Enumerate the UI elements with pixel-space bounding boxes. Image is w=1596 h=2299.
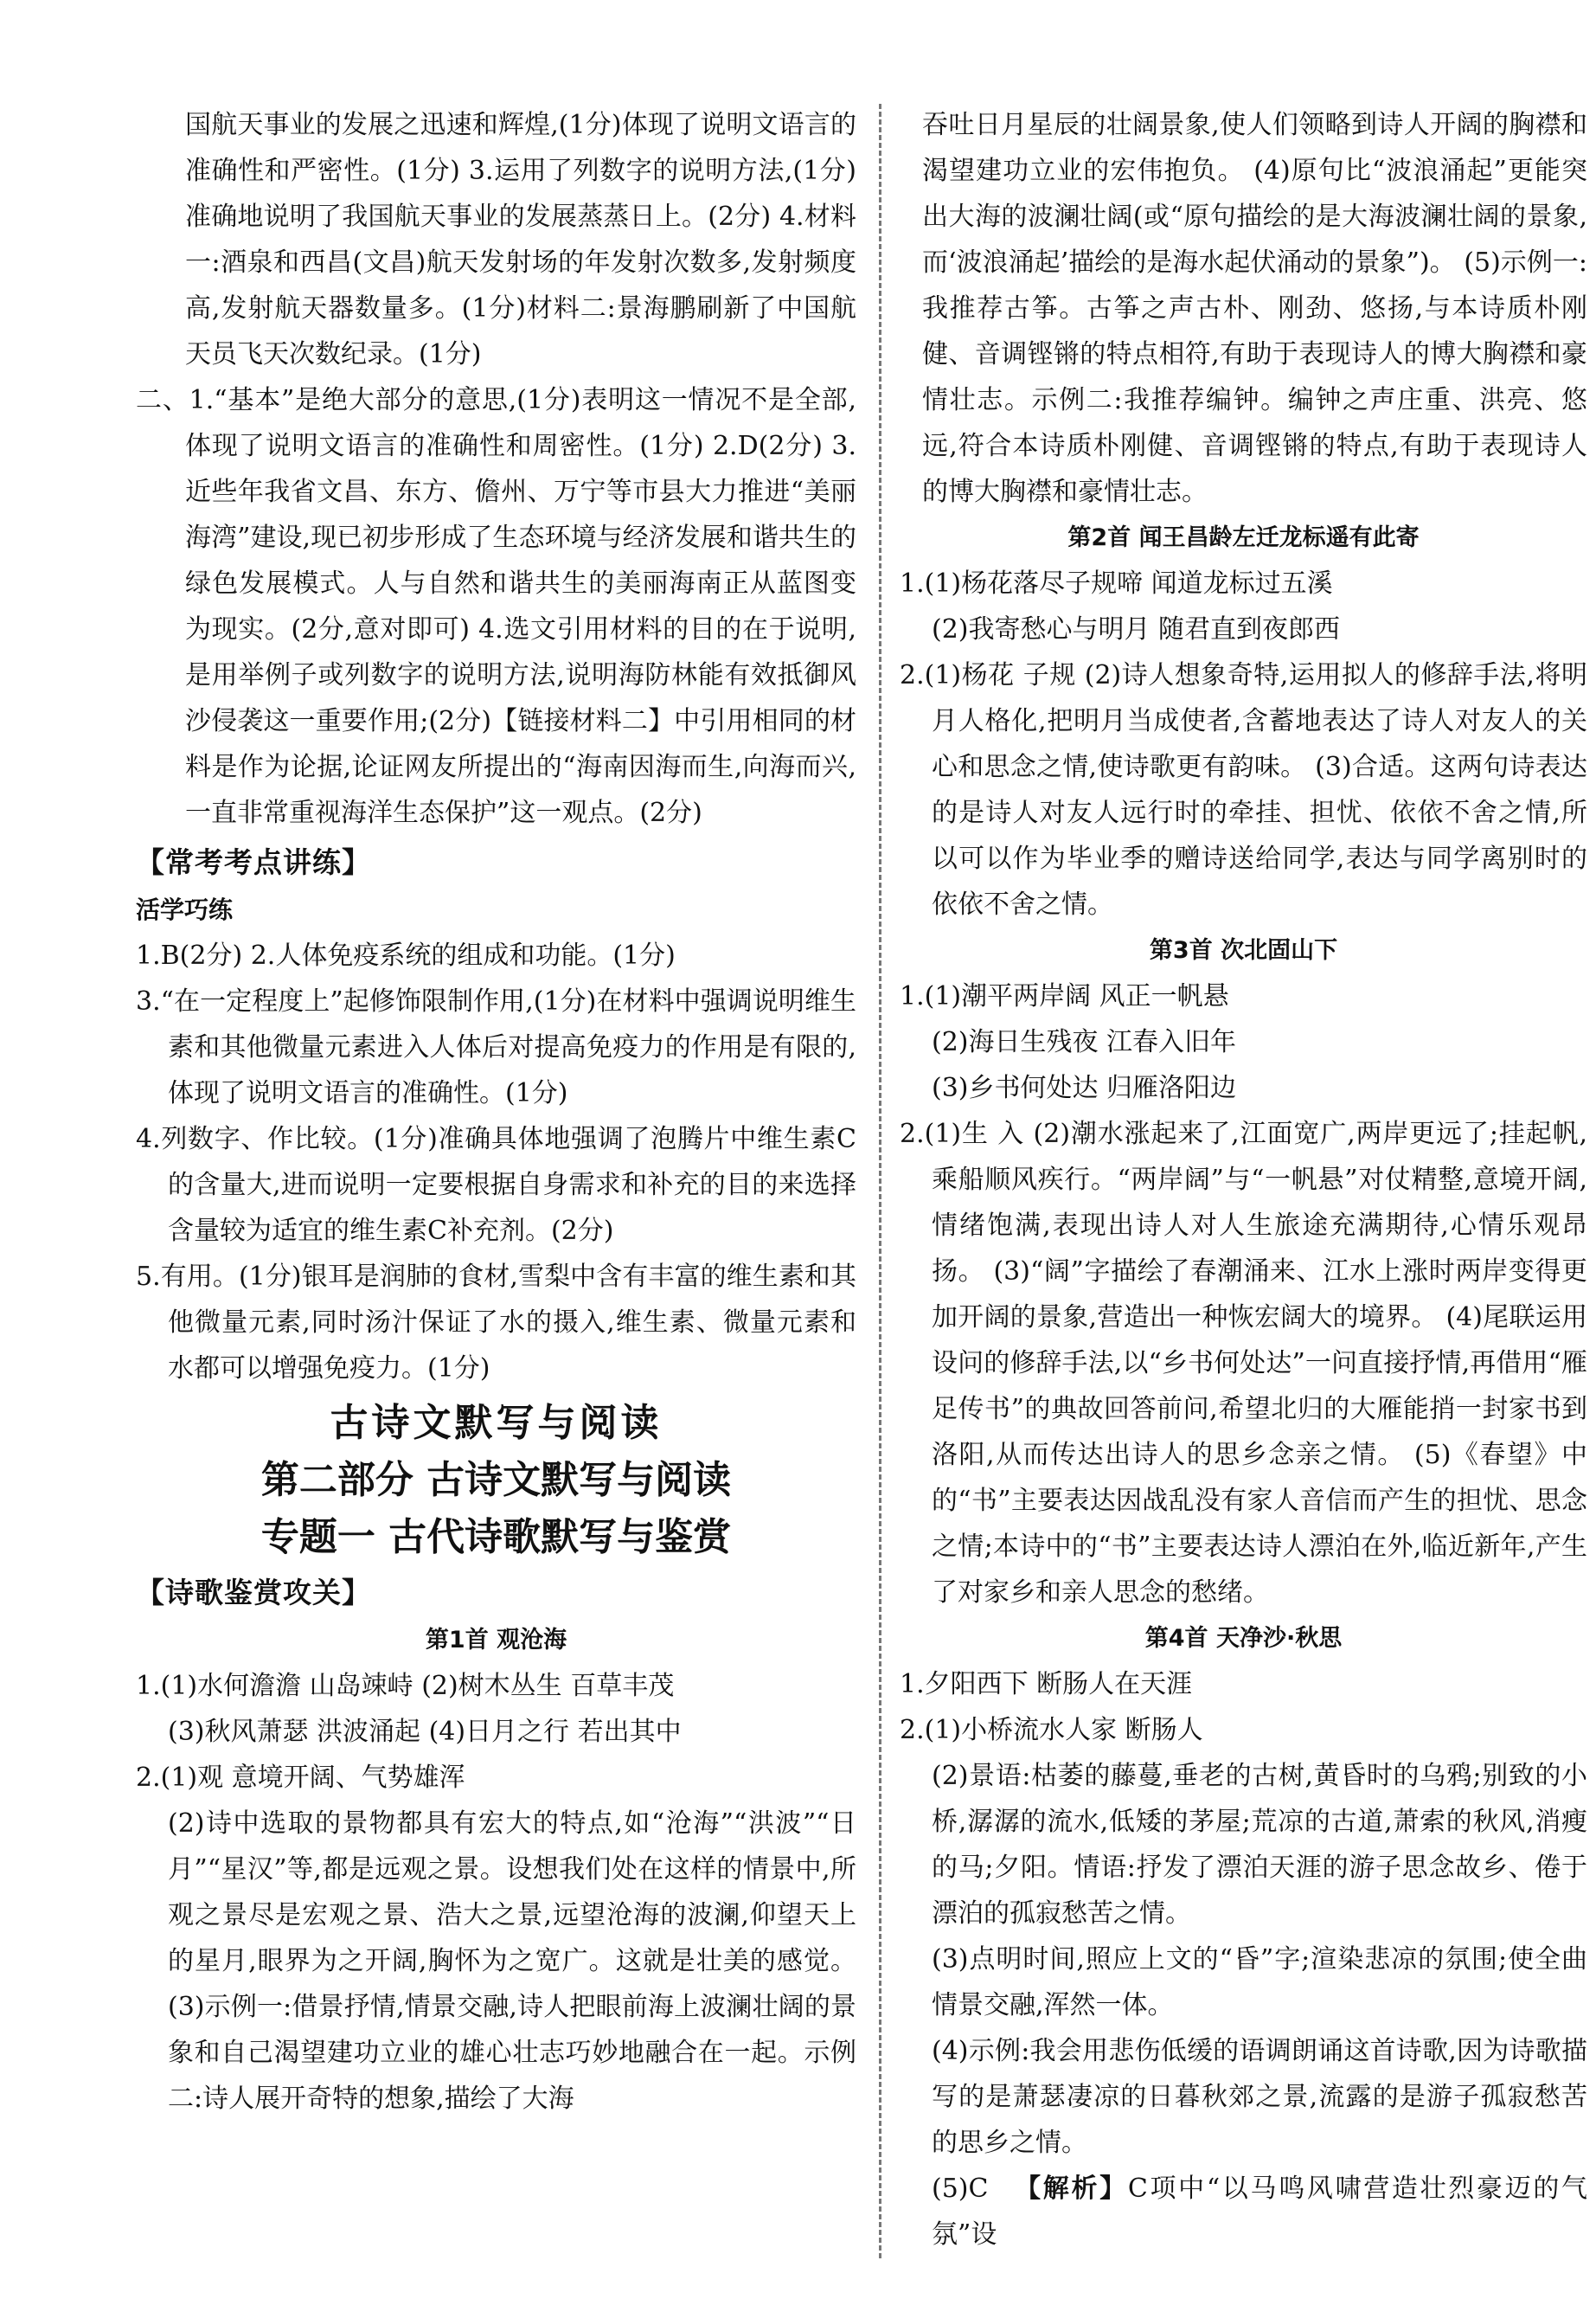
- answer-line: 1.(1)水何澹澹 山岛竦峙 (2)树木丛生 百草丰茂: [136, 1671, 675, 1701]
- poem-title: 第1首 观沧海: [425, 1627, 567, 1654]
- answer-line: (3)乡书何处达 归雁洛阳边: [932, 1073, 1237, 1103]
- answer-paragraph: 吞吐日月星辰的壮阔景象,使人们领略到诗人开阔的胸襟和渴望建功立业的宏伟抱负。 (4)原句比“波浪涌起”更能突出大海的波澜壮阔(或“原句描绘的是大海波澜壮阔的景象,而‘波浪涌起’描绘的是海水起伏涌动的景象”)。 (5)示例一:我推荐古筝。古筝之声古朴、刚劲、悠扬,与本诗质朴刚健、音调铿锵的特点相符,有助于表现诗人的博大胸襟和豪情壮志。示例二:我推荐编钟。编钟之声庄重、洪亮、悠远,符合本诗质朴刚健、音调铿锵的特点,有助于表现诗人的博大胸襟和豪情壮志。: [922, 110, 1587, 507]
- answer-paragraph: 二、1.“基本”是绝大部分的意思,(1分)表明这一情况不是全部,体现了说明文语言的准确性和周密性。(1分) 2.D(2分) 3.近些年我省文昌、东方、儋州、万宁等市县大力推进“美丽海湾”建设,现已初步形成了生态环境与经济发展和谐共生的绿色发展模式。人与自然和谐共生的美丽海南正从蓝图变为现实。(2分,意对即可) 4.选文引用材料的目的在于说明,是用举例子或列数字的说明方法,说明海防林能有效抵御风沙侵袭这一重要作用;(2分)【链接材料二】中引用相同的材料是作为论据,论证网友所提出的“海南因海而生,向海而兴,一直非常重视海洋生态保护”这一观点。(2分): [136, 385, 856, 828]
- answer-paragraph: 5.有用。(1分)银耳是润肺的食材,雪梨中含有丰富的维生素和其他微量元素,同时汤汁保证了水的摄入,维生素、微量元素和水都可以增强免疫力。(1分): [136, 1262, 856, 1384]
- answer-paragraph: 国航天事业的发展之迅速和辉煌,(1分)体现了说明文语言的准确性和严密性。(1分) 3.运用了列数字的说明方法,(1分)准确地说明了我国航天事业的发展蒸蒸日上。(2分) 4.材料一:酒泉和西昌(文昌)航天发射场的年发射次数多,发射频度高,发射航天器数量多。(1分)材料二:景海鹏刷新了中国航天员飞天次数纪录。(1分): [185, 110, 856, 369]
- answer-paragraph: (4)示例:我会用悲伤低缓的语调朗诵这首诗歌,因为诗歌描写的是萧瑟凄凉的日暮秋郊之景,流露的是游子孤寂愁苦的思乡之情。: [932, 2036, 1587, 2158]
- column-divider: [879, 104, 881, 2258]
- answer-paragraph: 2.(1)杨花 子规 (2)诗人想象奇特,运用拟人的修辞手法,将明月人格化,把明月当成使者,含蓄地表达了诗人对友人的关心和思念之情,使诗歌更有韵味。 (3)合适。这两句诗表达的是诗人对友人远行时的牵挂、担忧、依依不舍之情,所以可以作为毕业季的赠诗送给同学,表达与同学离别时的依依不舍之情。: [900, 660, 1587, 920]
- answer-paragraph: 4.列数字、作比较。(1分)准确具体地强调了泡腾片中维生素C的含量大,进而说明一定要根据自身需求和补充的目的来选择含量较为适宜的维生素C补充剂。(2分): [136, 1124, 856, 1246]
- left-column: [136, 102, 856, 2122]
- answer-line: 2.(1)小桥流水人家 断肠人: [900, 1715, 1203, 1745]
- answer-line: 1.(1)潮平两岸阔 风正一帆悬: [900, 981, 1229, 1011]
- poem-title: 第3首 次北固山下: [1149, 937, 1338, 964]
- section-heading: 【常考考点讲练】: [136, 845, 371, 879]
- part-subtitle: 第二部分 古诗文默写与阅读: [260, 1458, 732, 1502]
- sub-heading: 活学巧练: [136, 896, 234, 924]
- answer-line: (2)海日生残夜 江春入旧年: [932, 1027, 1237, 1057]
- answer-paragraph: (2)诗中选取的景物都具有宏大的特点,如“沧海”“洪波”“日月”“星汉”等,都是远观之景。设想我们处在这样的情景中,所观之景尽是宏观之景、浩大之景,远望沧海的波澜,仰望天上的星月,眼界为之开阔,胸怀为之宽广。这就是壮美的感觉。 (3)示例一:借景抒情,情景交融,诗人把眼前海上波澜壮阔的景象和自己渴望建功立业的雄心壮志巧妙地融合在一起。示例二:诗人展开奇特的想象,描绘了大海: [168, 1808, 856, 2114]
- answer-line: (3)秋风萧瑟 洪波涌起 (4)日月之行 若出其中: [168, 1717, 682, 1747]
- answer-paragraph: 2.(1)生 入 (2)潮水涨起来了,江面宽广,两岸更远了;挂起帆,乘船顺风疾行。“两岸阔”与“一帆悬”对仗精整,意境开阔,情绪饱满,表现出诗人对人生旅途充满期待,心情乐观昂扬。 (3)“阔”字描绘了春潮涌来、江水上涨时两岸变得更加开阔的景象,营造出一种恢宏阔大的境界。 (4)尾联运用设问的修辞手法,以“乡书何处达”一问直接抒情,再借用“雁足传书”的典故回答前问,希望北归的大雁能捎一封家书到洛阳,从而传达出诗人的思乡念亲之情。 (5)《春望》中的“书”主要表达因战乱没有家人音信而产生的担忧、思念之情;本诗中的“书”主要表达诗人漂泊在外,临近新年,产生了对家乡和亲人思念的愁绪。: [900, 1119, 1587, 1608]
- poem-title: 第2首 闻王昌龄左迁龙标遥有此寄: [1067, 524, 1420, 551]
- analysis-tag: 【解析】: [1012, 2174, 1128, 2204]
- section-heading: 【诗歌鉴赏攻关】: [136, 1576, 371, 1609]
- answer-line: [900, 2166, 1587, 2257]
- answer-paragraph: (3)点明时间,照应上文的“昏”字;渲染悲凉的氛围;使全曲情景交融,浑然一体。: [932, 1944, 1587, 2020]
- topic-title: 专题一 古代诗歌默写与鉴赏: [260, 1515, 732, 1559]
- right-column: [900, 102, 1587, 2257]
- answer-line: 1.(1)杨花落尽子规啼 闻道龙标过五溪: [900, 568, 1333, 599]
- answer-paragraph: (2)景语:枯萎的藤蔓,垂老的古树,黄昏时的乌鸦;别致的小桥,潺潺的流水,低矮的茅屋;荒凉的古道,萧索的秋风,消瘦的马;夕阳。情语:抒发了漂泊天涯的游子思念故乡、倦于漂泊的孤寂愁苦之情。: [932, 1761, 1587, 1929]
- answer-choice: (5)C: [932, 2174, 989, 2204]
- analysis-text: C项中“以马鸣风啸营造壮烈豪迈的气氛”设: [932, 2174, 1588, 2250]
- poem-title: 第4首 天净沙·秋思: [1144, 1625, 1343, 1652]
- answer-line: 2.(1)观 意境开阔、气势雄浑: [136, 1763, 465, 1793]
- answer-line: (2)我寄愁心与明月 随君直到夜郎西: [932, 614, 1341, 645]
- answer-line: 1.B(2分) 2.人体免疫系统的组成和功能。(1分): [136, 941, 676, 971]
- part-title: 古诗文默写与阅读: [330, 1401, 663, 1445]
- answer-paragraph: 3.“在一定程度上”起修饰限制作用,(1分)在材料中强调说明维生素和其他微量元素进入人体后对提高免疫力的作用是有限的,体现了说明文语言的准确性。(1分): [136, 986, 856, 1108]
- answer-line: 1.夕阳西下 断肠人在天涯: [900, 1669, 1193, 1699]
